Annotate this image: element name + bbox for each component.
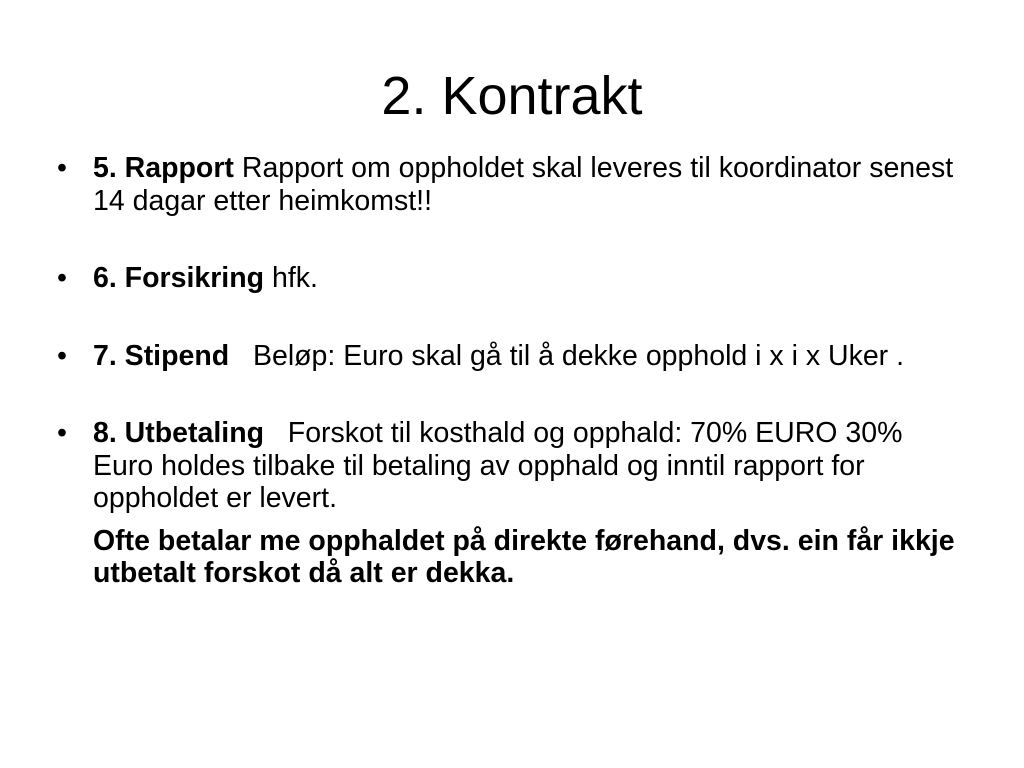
- item-text: hfk.: [271, 262, 318, 294]
- bullet-icon: •: [57, 262, 67, 294]
- item-term: 7. Stipend: [93, 339, 230, 372]
- list-item-utbetaling: [57, 417, 967, 590]
- bullet-icon: •: [57, 152, 67, 184]
- item-text: Forskot til kosthald og opphald: 70% EURO 30% Euro holdes tilbake til betaling av opphald og inntil rapport for oppholdet er levert.: [93, 417, 903, 514]
- item-text: Beløp: Euro skal gå til å dekke opphold i x i x Uker .: [252, 339, 905, 372]
- list-item-forsikring: [57, 262, 967, 295]
- item-note: Ofte betalar me opphaldet på direkte førehand, dvs. ein får ikkje utbetalt forskot då alt er dekka.: [93, 524, 955, 589]
- slide-title: 2. Kontrakt: [381, 66, 643, 126]
- bullet-icon: •: [57, 339, 67, 372]
- list-item-stipend: [57, 340, 967, 373]
- item-term: 6. Forsikring: [93, 262, 265, 294]
- item-term: 8. Utbetaling: [93, 417, 265, 449]
- bullet-list: [57, 152, 967, 590]
- item-term: 5. Rapport: [93, 152, 234, 184]
- item-text: Rapport om oppholdet skal leveres til koordinator senest 14 dagar etter heimkomst!!: [93, 152, 954, 217]
- bullet-icon: •: [57, 417, 67, 449]
- list-item-rapport: [57, 152, 967, 217]
